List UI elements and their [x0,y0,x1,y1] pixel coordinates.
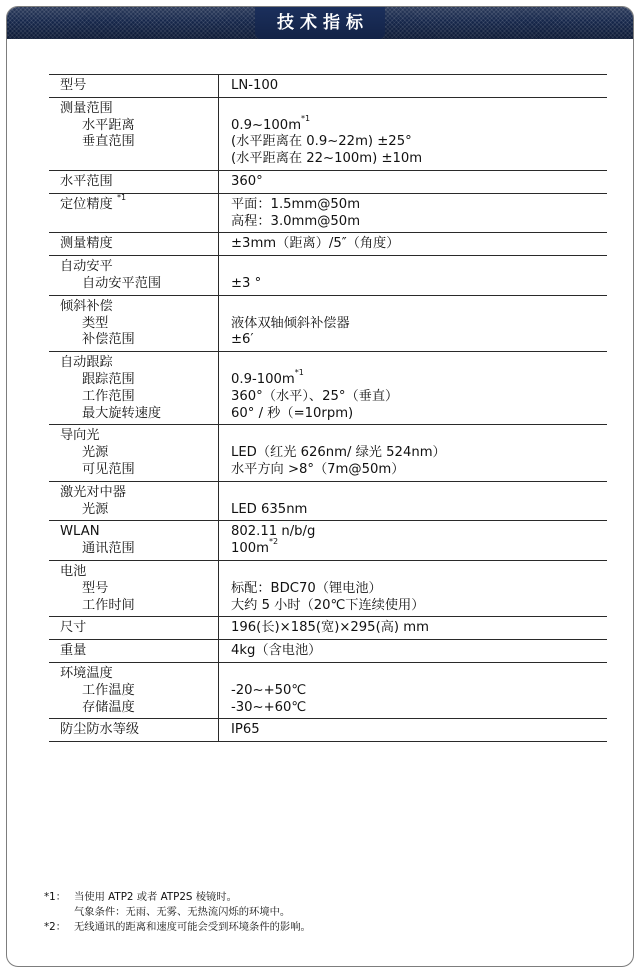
spec-value [231,581,607,598]
spec-value-text: ±3 ° [231,275,262,291]
spec-value [231,445,607,462]
spec-row [49,560,607,616]
footnote-ref: *1 [294,367,304,377]
spec-label: 尺寸 [60,620,87,636]
spec-value [231,389,607,406]
spec-value-text: -20~+50℃ [231,682,307,698]
spec-label-cell [49,662,219,718]
spec-value-text: 高程：3.0mm@50m [231,213,361,229]
spec-row [49,662,607,718]
spec-value-text: LED（红光 626nm/ 绿光 524nm） [231,445,446,461]
spec-value-spacer [231,299,607,316]
spec-label: 重量 [60,643,87,659]
footnote-line [44,920,311,935]
spec-row [49,170,607,193]
spec-value-cell [219,75,608,98]
spec-value-spacer [231,666,607,683]
spec-label-cell [49,170,219,193]
spec-label-cell [49,521,219,561]
spec-sublabel: 通讯范围 [82,541,135,557]
spec-value-text: ±3mm（距离）/5″（角度） [231,236,400,252]
spec-value-text: 360° [231,173,263,189]
spec-value-text: 196(长)×185(宽)×295(高) mm [231,620,429,636]
spec-label-cell [49,617,219,640]
spec-value-cell [219,617,608,640]
spec-value-text: (水平距离在 22~100m) ±10m [231,151,423,167]
spec-value [231,214,607,231]
spec-value [231,236,607,253]
spec-label: 环境温度 [60,665,113,681]
spec-label: 测量范围 [60,100,113,116]
spec-value-cell [219,256,608,296]
footnote-text: 当使用 ATP2 或者 ATP2S 棱镜时。 [74,891,237,903]
spec-label-cell [49,233,219,256]
spec-value [231,722,607,739]
spec-value-text: 大约 5 小时（20℃下连续使用） [231,597,425,613]
spec-label-cell [49,295,219,351]
spec-value-spacer [231,259,607,276]
spec-value [231,197,607,214]
spec-value-cell [219,719,608,742]
spec-value-text: 4kg（含电池） [231,643,322,659]
footnote-ref: *1 [301,113,311,123]
spec-sublabel: 工作温度 [82,682,135,698]
spec-label: 自动跟踪 [60,355,113,371]
spec-value [231,134,607,151]
header-bar [7,7,633,39]
spec-row [49,295,607,351]
spec-label: 型号 [60,78,87,93]
spec-value [231,276,607,293]
spec-value [231,316,607,333]
footnote-line [44,905,311,920]
spec-row [49,640,607,663]
spec-row [49,256,607,296]
spec-row [49,233,607,256]
spec-label: 导向光 [60,428,100,444]
spec-label-cell [49,256,219,296]
spec-label-cell [49,640,219,663]
spec-label-cell [49,193,219,233]
spec-value-text: 平面：1.5mm@50m [231,196,361,212]
spec-label-cell [49,425,219,481]
spec-value-cell [219,640,608,663]
spec-sublabel: 跟踪范围 [82,371,135,387]
spec-value-cell [219,170,608,193]
footnotes [44,890,311,935]
spec-value-text: 液体双轴倾斜补偿器 [231,315,350,331]
spec-value [231,78,607,95]
spec-value-spacer [231,355,607,372]
spec-value-cell [219,662,608,718]
spec-value-text: IP65 [231,722,260,738]
spec-label-cell [49,481,219,521]
spec-label: 倾斜补偿 [60,298,113,314]
spec-label-cell [49,75,219,98]
spec-value-text: LN-100 [231,78,279,93]
spec-sublabel: 光源 [82,445,109,461]
spec-row [49,97,607,170]
spec-sublabel: 最大旋转速度 [82,405,162,421]
spec-label: 定位精度 $^{*1}$ [60,192,127,212]
spec-row [49,352,607,425]
spec-sublabel: 水平距离 [82,117,135,133]
spec-value-spacer [231,485,607,502]
spec-sublabel: 可见范围 [82,461,135,477]
spec-value-text: 100m [231,541,270,557]
spec-value-text: LED 635nm [231,501,308,517]
spec-label: 水平范围 [60,173,113,189]
spec-sublabel: 工作时间 [82,597,135,613]
spec-value-cell [219,521,608,561]
spec-value [231,367,607,389]
spec-row [49,617,607,640]
spec-value-cell [219,352,608,425]
spec-value [231,620,607,637]
spec-value [231,598,607,615]
spec-value-cell [219,560,608,616]
spec-value [231,502,607,519]
spec-value [231,700,607,717]
spec-value-cell [219,193,608,233]
spec-value [231,406,607,423]
spec-value-text: 0.9-100m [231,371,295,387]
spec-value-text: 0.9~100m [231,117,302,133]
spec-value-spacer [231,564,607,581]
spec-label: 防尘防水等级 [60,722,140,738]
spec-row [49,425,607,481]
spec-sublabel: 型号 [82,580,109,596]
spec-label: 电池 [60,563,87,579]
spec-value-text: ±6′ [231,332,254,348]
footnote-text: 气象条件：无雨、无雾、无热流闪烁的环境中。 [74,906,291,918]
spec-sublabel: 自动安平范围 [82,275,162,291]
spec-row [49,75,607,98]
spec-row [49,719,607,742]
spec-label: 自动安平 [60,259,113,275]
footnote-ref: *2 [269,537,279,547]
spec-value [231,683,607,700]
spec-value-text: 360°（水平）、25°（垂直） [231,388,399,404]
spec-label: WLAN [60,524,100,540]
spec-value-spacer [231,428,607,445]
spec-value-text: -30~+60℃ [231,699,307,715]
spec-sublabel: 垂直范围 [82,134,135,150]
spec-value-text: 水平方向 >8°（7m@50m） [231,461,405,477]
footnote-ref: *1 [116,192,127,202]
spec-label: 测量精度 [60,236,113,252]
spec-sublabel: 类型 [82,315,109,331]
spec-row [49,193,607,233]
spec-value-text: (水平距离在 0.9~22m) ±25° [231,134,412,150]
footnote-mark: *2： [44,921,66,933]
spec-value [231,462,607,479]
spec-value [231,524,607,541]
spec-value-cell [219,233,608,256]
spec-table [49,74,607,742]
spec-sublabel: 补偿范围 [82,332,135,348]
footnote-mark: *1： [44,891,66,903]
spec-value-cell [219,425,608,481]
spec-value [231,113,607,135]
spec-label-cell [49,719,219,742]
spec-sublabel: 工作范围 [82,388,135,404]
spec-label-cell [49,352,219,425]
spec-value [231,332,607,349]
spec-label-cell [49,97,219,170]
spec-value [231,643,607,660]
header-title: 技术指标 [255,7,385,39]
spec-value [231,537,607,558]
spec-sheet [6,6,634,967]
spec-value [231,151,607,168]
spec-value [231,174,607,191]
spec-value-text: 标配：BDC70（锂电池） [231,580,382,596]
spec-value-cell [219,295,608,351]
spec-value-text: 802.11 n/b/g [231,524,316,540]
spec-label-cell [49,560,219,616]
spec-row [49,521,607,561]
spec-row [49,481,607,521]
spec-label: 激光对中器 [60,484,126,500]
spec-value-cell [219,481,608,521]
footnote-line [44,890,311,905]
footnote-text: 无线通讯的距离和速度可能会受到环境条件的影响。 [74,921,311,933]
spec-sublabel: 存储温度 [82,699,135,715]
spec-value-cell [219,97,608,170]
spec-value-text: 60° / 秒（=10rpm) [231,405,354,421]
spec-sublabel: 光源 [82,501,109,517]
spec-value-spacer [231,101,607,118]
